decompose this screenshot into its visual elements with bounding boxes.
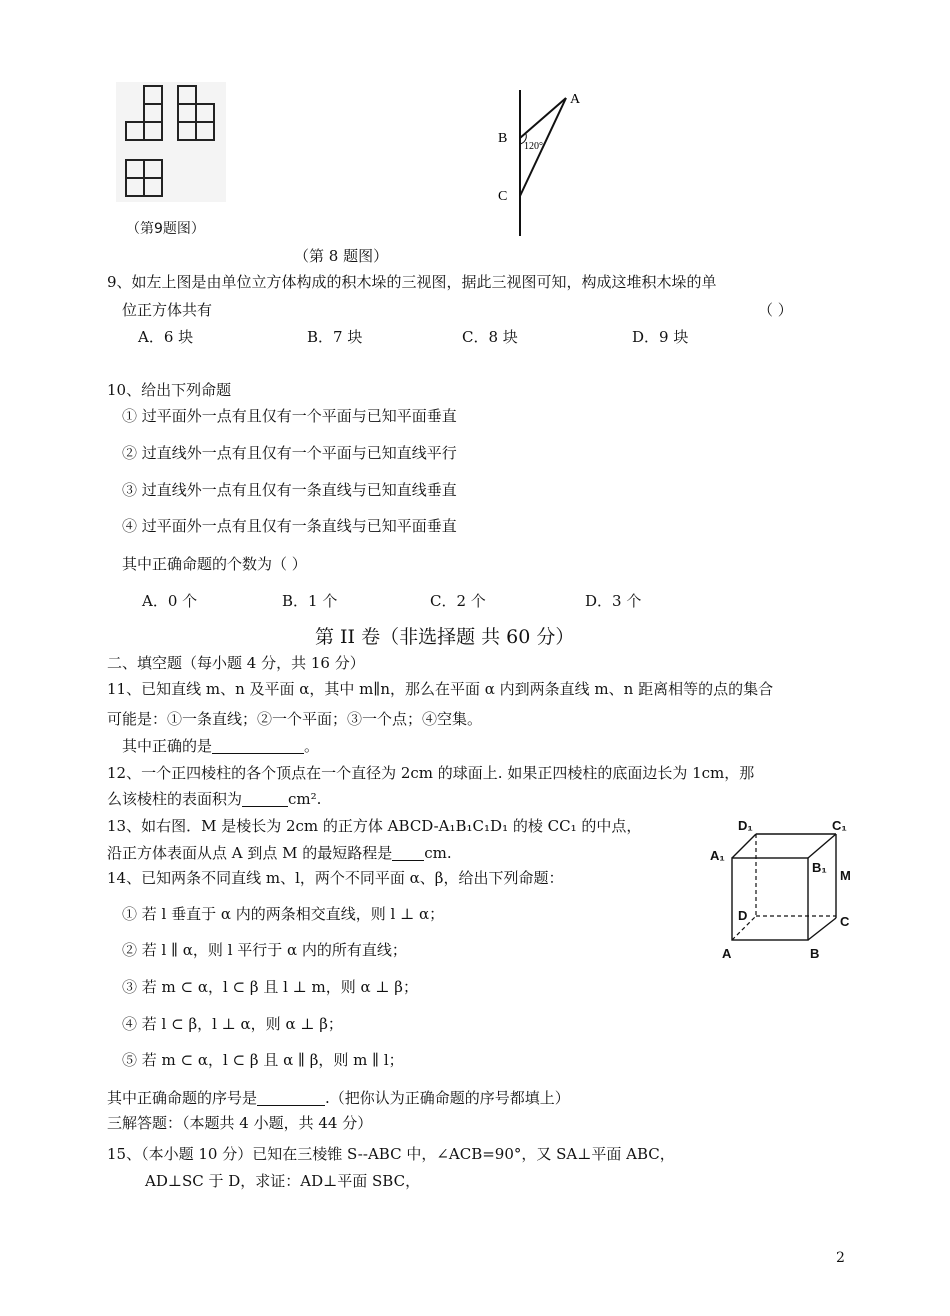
- three-views-diagram: [116, 82, 226, 212]
- q13-line2-text: 沿正方体表面从点 A 到点 M 的最短路程是: [107, 844, 393, 862]
- q9-option-d: D．9 块: [632, 328, 689, 346]
- q10-option-d: D．3 个: [585, 592, 642, 610]
- q10-ask: 其中正确命题的个数为（ ）: [122, 555, 307, 573]
- q12-answer-blank[interactable]: [242, 790, 288, 807]
- q11-line1: 11、已知直线 m、n 及平面 α，其中 m∥n，那么在平面 α 内到两条直线 m、n 距离相等的点的集合: [107, 680, 774, 698]
- q12-line2-text: 么该棱柱的表面积为: [107, 790, 243, 808]
- q10-option-b: B．1 个: [282, 592, 338, 610]
- cube-label-C1: C₁: [832, 818, 847, 833]
- q10-item-1: ① 过平面外一点有且仅有一个平面与已知平面垂直: [122, 407, 457, 425]
- cube-label-A1: A₁: [710, 848, 725, 863]
- q9-option-a: A．6 块: [138, 328, 194, 346]
- q14-item-3: ③ 若 m ⊂ α，l ⊂ β 且 l ⊥ m，则 α ⊥ β；: [122, 978, 418, 996]
- q10-item-2: ② 过直线外一点有且仅有一个平面与已知直线平行: [122, 444, 457, 462]
- cube-label-C: C: [840, 914, 850, 929]
- fig8-diagram: [490, 84, 600, 244]
- q11-line3: [122, 736, 319, 756]
- q9-option-c: C．8 块: [462, 328, 518, 346]
- solve-heading: 三解答题：（本题共 4 小题，共 44 分）: [107, 1114, 373, 1132]
- label-angle: 120°: [524, 141, 543, 152]
- q11-line3-end: 。: [304, 737, 320, 755]
- angle-diagram: [490, 84, 600, 244]
- q13-answer-blank[interactable]: [392, 844, 424, 861]
- q11-answer-blank[interactable]: [212, 737, 304, 754]
- q11-line3-text: 其中正确的是: [122, 737, 213, 755]
- q14-item-2: ② 若 l ∥ α，则 l 平行于 α 内的所有直线；: [122, 941, 407, 959]
- label-B: B: [498, 131, 508, 146]
- q11-line2: 可能是：①一条直线；②一个平面；③一个点；④空集。: [107, 710, 483, 728]
- q10-item-3: ③ 过直线外一点有且仅有一条直线与已知直线垂直: [122, 481, 457, 499]
- q15-line2: AD⊥SC 于 D，求证：AD⊥平面 SBC，: [145, 1172, 421, 1190]
- q12-line2: [107, 789, 321, 809]
- fig8-caption: （第 8 题图）: [294, 247, 389, 265]
- cube-label-A: A: [722, 946, 732, 961]
- q10-option-a: A．0 个: [142, 592, 198, 610]
- q9-line1: 9、如左上图是由单位立方体构成的积木垛的三视图，据此三视图可知，构成这堆积木垛的单: [107, 273, 717, 291]
- q14-ask-text: 其中正确命题的序号是: [107, 1089, 258, 1107]
- q9-option-b: B．7 块: [307, 328, 363, 346]
- fig9-three-views: [116, 82, 226, 212]
- q13-line1: 13、如右图．M 是棱长为 2cm 的正方体 ABCD-A₁B₁C₁D₁ 的棱 CC₁ 的中点，: [107, 817, 642, 835]
- q10-item-4: ④ 过平面外一点有且仅有一条直线与已知平面垂直: [122, 517, 457, 535]
- cube-diagram: [708, 814, 858, 964]
- q10-stem: 10、给出下列命题: [107, 381, 232, 399]
- q14-ask-end: .（把你认为正确命题的序号都填上）: [325, 1089, 570, 1107]
- q14-ask: [107, 1088, 570, 1108]
- fig9-caption: （第9题图）: [126, 221, 205, 237]
- label-A: A: [570, 92, 581, 107]
- page-number: 2: [836, 1250, 845, 1266]
- cube-label-M: M: [840, 868, 851, 883]
- fill-heading: 二、填空题（每小题 4 分，共 16 分）: [107, 654, 365, 672]
- q12-line2-end: cm².: [288, 790, 322, 808]
- cube-label-D: D: [738, 908, 748, 923]
- cube-label-B1: B₁: [812, 860, 827, 875]
- q14-item-4: ④ 若 l ⊂ β，l ⊥ α，则 α ⊥ β；: [122, 1015, 343, 1033]
- cube-figure: [708, 814, 858, 964]
- q12-line1: 12、一个正四棱柱的各个顶点在一个直径为 2cm 的球面上. 如果正四棱柱的底面边长为 1cm，那: [107, 764, 755, 782]
- q9-answer-paren: （ ）: [758, 301, 793, 319]
- q10-option-c: C．2 个: [430, 592, 486, 610]
- q14-item-1: ① 若 l 垂直于 α 内的两条相交直线，则 l ⊥ α；: [122, 905, 445, 923]
- q14-stem: 14、已知两条不同直线 m、l，两个不同平面 α、β，给出下列命题：: [107, 869, 564, 887]
- q15-line1: 15、（本小题 10 分）已知在三棱锥 S--ABC 中，∠ACB=90°，又 SA⊥平面 ABC，: [107, 1145, 675, 1163]
- cube-label-B: B: [810, 946, 820, 961]
- q14-answer-blank[interactable]: [257, 1089, 325, 1106]
- cube-label-D1: D₁: [738, 818, 753, 833]
- q14-item-5: ⑤ 若 m ⊂ α，l ⊂ β 且 α ∥ β，则 m ∥ l；: [122, 1051, 404, 1069]
- q9-line2: 位正方体共有: [122, 301, 213, 319]
- q13-line2: [107, 843, 452, 863]
- q13-line2-end: cm.: [424, 844, 452, 862]
- part2-title: 第 II 卷（非选择题 共 60 分）: [315, 626, 575, 648]
- label-C: C: [498, 189, 508, 204]
